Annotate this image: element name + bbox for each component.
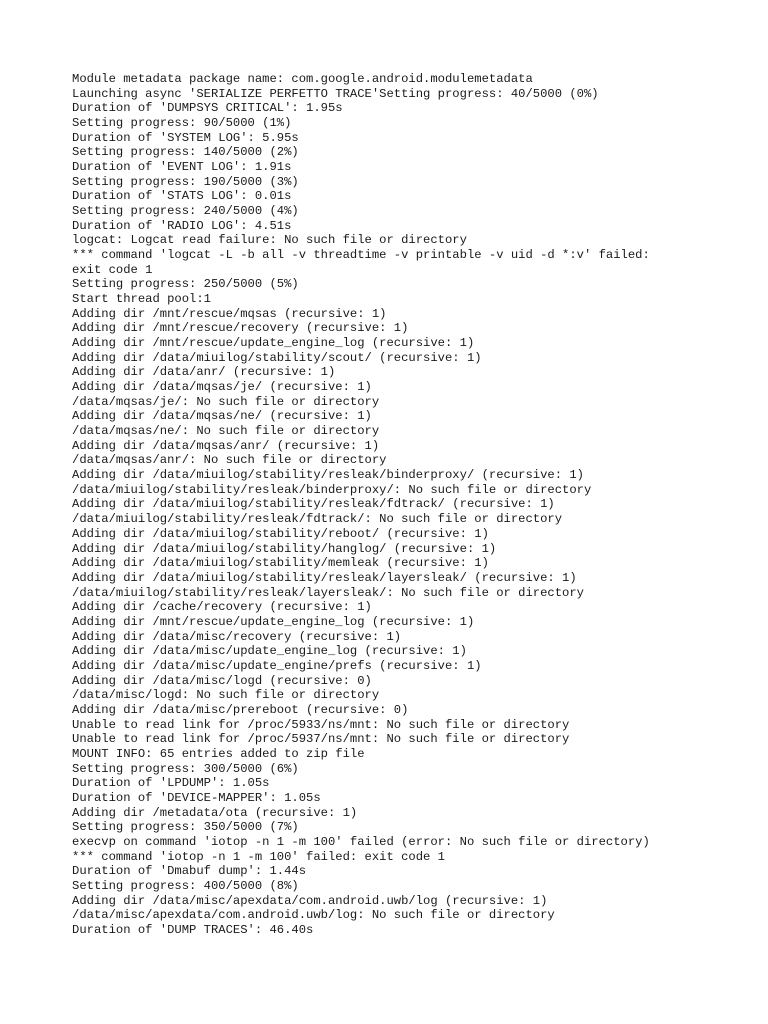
log-line: Setting progress: 240/5000 (4%) bbox=[72, 204, 299, 219]
log-line: Adding dir /data/misc/apexdata/com.android.uwb/log (recursive: 1) bbox=[72, 893, 548, 908]
log-line: Adding dir /metadata/ota (recursive: 1) bbox=[72, 805, 358, 820]
log-line: Setting progress: 90/5000 (1%) bbox=[72, 116, 292, 131]
log-line: Adding dir /data/misc/update_engine_log (recursive: 1) bbox=[72, 644, 467, 659]
log-line: Duration of 'LPDUMP': 1.05s bbox=[72, 776, 270, 791]
log-line: Duration of 'STATS LOG': 0.01s bbox=[72, 189, 292, 204]
log-line: Setting progress: 250/5000 (5%) bbox=[72, 277, 299, 292]
log-line: Adding dir /data/misc/recovery (recursive: 1) bbox=[72, 629, 402, 644]
log-line: Adding dir /data/mqsas/je/ (recursive: 1) bbox=[72, 380, 372, 395]
log-line: /data/mqsas/je/: No such file or directory bbox=[72, 394, 380, 409]
log-line: execvp on command 'iotop -n 1 -m 100' failed (error: No such file or directory) bbox=[72, 834, 650, 849]
log-line: Unable to read link for /proc/5933/ns/mnt: No such file or directory bbox=[72, 717, 570, 732]
log-line: /data/miuilog/stability/resleak/layersleak/: No such file or directory bbox=[72, 585, 584, 600]
log-line: Adding dir /data/miuilog/stability/resleak/fdtrack/ (recursive: 1) bbox=[72, 497, 555, 512]
log-line: /data/mqsas/ne/: No such file or directory bbox=[72, 424, 380, 439]
log-line: Duration of 'EVENT LOG': 1.91s bbox=[72, 160, 292, 175]
log-line: Adding dir /data/anr/ (recursive: 1) bbox=[72, 365, 336, 380]
log-line: Adding dir /data/mqsas/ne/ (recursive: 1) bbox=[72, 409, 372, 424]
log-line: /data/miuilog/stability/resleak/fdtrack/: No such file or directory bbox=[72, 512, 563, 527]
log-line: Setting progress: 300/5000 (6%) bbox=[72, 761, 299, 776]
log-line: Duration of 'DUMP TRACES': 46.40s bbox=[72, 922, 314, 937]
log-line: Adding dir /cache/recovery (recursive: 1) bbox=[72, 600, 372, 615]
log-line: Adding dir /data/miuilog/stability/resleak/layersleak/ (recursive: 1) bbox=[72, 570, 577, 585]
log-line: MOUNT INFO: 65 entries added to zip file bbox=[72, 746, 365, 761]
log-line: Adding dir /data/misc/logd (recursive: 0) bbox=[72, 673, 372, 688]
log-line: Module metadata package name: com.google.android.modulemetadata bbox=[72, 72, 533, 86]
log-line: Adding dir /mnt/rescue/update_engine_log (recursive: 1) bbox=[72, 614, 475, 629]
log-line: Launching async 'SERIALIZE PERFETTO TRACE'Setting progress: 40/5000 (0%) bbox=[72, 86, 599, 101]
log-line: Adding dir /mnt/rescue/recovery (recursive: 1) bbox=[72, 321, 409, 336]
log-line: Adding dir /data/misc/update_engine/prefs (recursive: 1) bbox=[72, 658, 482, 673]
log-line: Duration of 'SYSTEM LOG': 5.95s bbox=[72, 130, 299, 145]
log-line: Setting progress: 350/5000 (7%) bbox=[72, 820, 299, 835]
log-line: Duration of 'RADIO LOG': 4.51s bbox=[72, 218, 292, 233]
log-line: *** command 'logcat -L -b all -v threadtime -v printable -v uid -d *:v' failed: bbox=[72, 248, 650, 263]
log-line: Adding dir /mnt/rescue/update_engine_log (recursive: 1) bbox=[72, 336, 475, 351]
log-line: /data/misc/apexdata/com.android.uwb/log: No such file or directory bbox=[72, 908, 555, 923]
log-line: Adding dir /data/misc/prereboot (recursive: 0) bbox=[72, 702, 409, 717]
log-line: /data/miuilog/stability/resleak/binderproxy/: No such file or directory bbox=[72, 482, 592, 497]
log-line: Setting progress: 400/5000 (8%) bbox=[72, 878, 299, 893]
log-line: Unable to read link for /proc/5937/ns/mnt: No such file or directory bbox=[72, 732, 570, 747]
log-line: Start thread pool:1 bbox=[72, 292, 211, 307]
log-line: Adding dir /data/miuilog/stability/hanglog/ (recursive: 1) bbox=[72, 541, 497, 556]
log-line: Duration of 'DUMPSYS CRITICAL': 1.95s bbox=[72, 101, 343, 116]
log-line: /data/mqsas/anr/: No such file or directory bbox=[72, 453, 387, 468]
log-line: Adding dir /data/miuilog/stability/scout/ (recursive: 1) bbox=[72, 350, 482, 365]
log-line: /data/misc/logd: No such file or directory bbox=[72, 688, 380, 703]
log-line: logcat: Logcat read failure: No such file or directory bbox=[72, 233, 467, 248]
log-line: Adding dir /data/miuilog/stability/reboot/ (recursive: 1) bbox=[72, 526, 489, 541]
log-line: *** command 'iotop -n 1 -m 100' failed: exit code 1 bbox=[72, 849, 445, 864]
log-line: Setting progress: 140/5000 (2%) bbox=[72, 145, 299, 160]
log-line: Adding dir /data/miuilog/stability/resleak/binderproxy/ (recursive: 1) bbox=[72, 468, 584, 483]
log-line: Adding dir /data/miuilog/stability/memleak (recursive: 1) bbox=[72, 556, 489, 571]
log-line: Adding dir /mnt/rescue/mqsas (recursive: 1) bbox=[72, 306, 387, 321]
log-line: Adding dir /data/mqsas/anr/ (recursive: 1) bbox=[72, 438, 380, 453]
log-output bbox=[72, 72, 712, 938]
log-line: Setting progress: 190/5000 (3%) bbox=[72, 174, 299, 189]
log-line: exit code 1 bbox=[72, 262, 153, 277]
log-line: Duration of 'DEVICE-MAPPER': 1.05s bbox=[72, 790, 321, 805]
log-line: Duration of 'Dmabuf dump': 1.44s bbox=[72, 864, 307, 879]
